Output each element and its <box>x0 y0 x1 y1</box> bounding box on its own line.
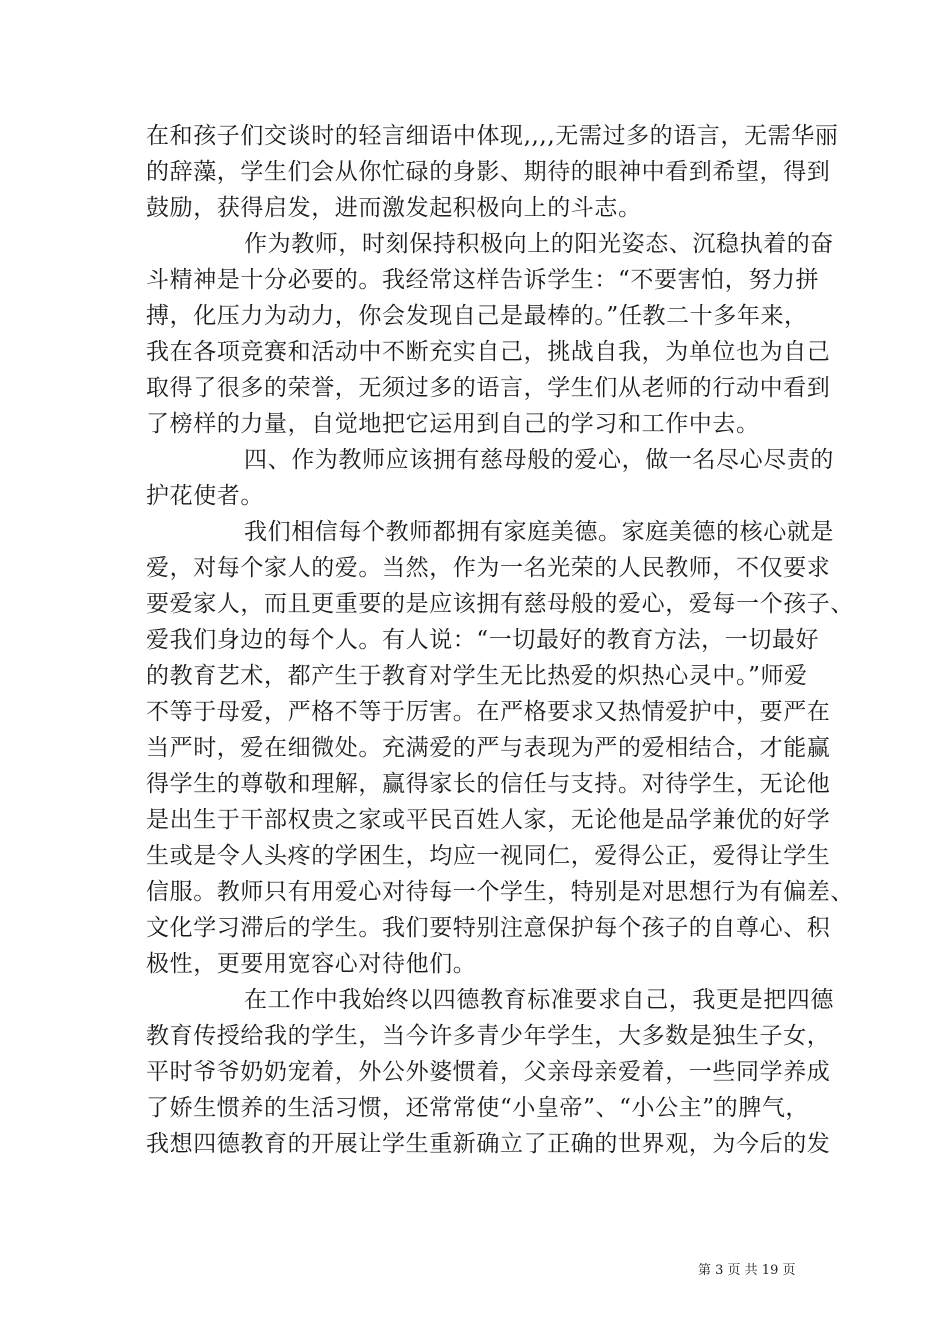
text-line: 不等于母爱，严格不等于厉害。在严格要求又热情爱护中，要严在 <box>146 699 831 725</box>
paragraph-1 <box>146 118 839 226</box>
text-line: 得学生的尊敬和理解，赢得家长的信任与支持。对待学生，无论他 <box>146 771 831 797</box>
text-line: 教育传授给我的学生，当今许多青少年学生，大多数是独生子女， <box>146 1023 831 1049</box>
text-line: 的辞藻，学生们会从你忙碌的身影、期待的眼神中看到希望，得到 <box>146 159 831 185</box>
text-line: 我们相信每个教师都拥有家庭美德。家庭美德的核心就是 <box>244 519 834 545</box>
text-line: 爱，对每个家人的爱。当然，作为一名光荣的人民教师，不仅要求 <box>146 555 831 581</box>
document-body <box>146 118 854 1162</box>
text-line: 护花使者。 <box>146 483 264 509</box>
text-line: 是出生于干部权贵之家或平民百姓人家，无论他是品学兼优的好学 <box>146 807 831 833</box>
text-line: 当严时，爱在细微处。充满爱的严与表现为严的爱相结合，才能赢 <box>146 735 831 761</box>
text-line: 鼓励，获得启发，进而激发起积极向上的斗志。 <box>146 195 642 221</box>
text-line: 斗精神是十分必要的。我经常这样告诉学生：“不要害怕，努力拼 <box>146 267 820 293</box>
text-line: 了榜样的力量，自觉地把它运用到自己的学习和工作中去。 <box>146 411 760 437</box>
text-line: 爱我们身边的每个人。有人说：“一切最好的教育方法，一切最好 <box>146 627 820 653</box>
text-line: 极性，更要用宽容心对待他们。 <box>146 951 477 977</box>
text-line: 我在各项竞赛和活动中不断充实自己，挑战自我，为单位也为自己 <box>146 339 831 365</box>
text-line: 了娇生惯养的生活习惯，还常常使“小皇帝”、“小公主”的脾气， <box>146 1095 810 1121</box>
text-line: 四、作为教师应该拥有慈母般的爱心，做一名尽心尽责的 <box>244 447 834 473</box>
text-line: 取得了很多的荣誉，无须过多的语言，学生们从老师的行动中看到 <box>146 375 831 401</box>
text-line: 我想四德教育的开展让学生重新确立了正确的世界观，为今后的发 <box>146 1131 831 1157</box>
paragraph-3 <box>146 514 854 982</box>
text-line: 信服。教师只有用爱心对待每一个学生，特别是对思想行为有偏差、 <box>146 879 854 905</box>
paragraph-2 <box>146 226 834 442</box>
text-line: 的教育艺术，都产生于教育对学生无比热爱的炽热心灵中。”师爱 <box>146 663 808 689</box>
text-line: 在工作中我始终以四德教育标准要求自己，我更是把四德 <box>244 987 834 1013</box>
text-line: 文化学习滞后的学生。我们要特别注意保护每个孩子的自尊心、积 <box>146 915 831 941</box>
text-line: 生或是令人头疼的学困生，均应一视同仁，爱得公正，爱得让学生 <box>146 843 831 869</box>
section-heading-four <box>146 442 834 514</box>
text-line: 在和孩子们交谈时的轻言细语中体现,,,,无需过多的语言，无需华丽 <box>146 123 839 149</box>
paragraph-4 <box>146 982 834 1162</box>
text-line: 平时爷爷奶奶宠着，外公外婆惯着，父亲母亲爱着，一些同学养成 <box>146 1059 831 1085</box>
text-line: 作为教师，时刻保持积极向上的阳光姿态、沉稳执着的奋 <box>244 231 834 257</box>
text-line: 搏，化压力为动力，你会发现自己是最棒的。”任教二十多年来， <box>146 303 808 329</box>
text-line: 要爱家人，而且更重要的是应该拥有慈母般的爱心，爱每一个孩子、 <box>146 591 854 617</box>
page-number-footer: 第 3 页 共 19 页 <box>698 1263 796 1278</box>
